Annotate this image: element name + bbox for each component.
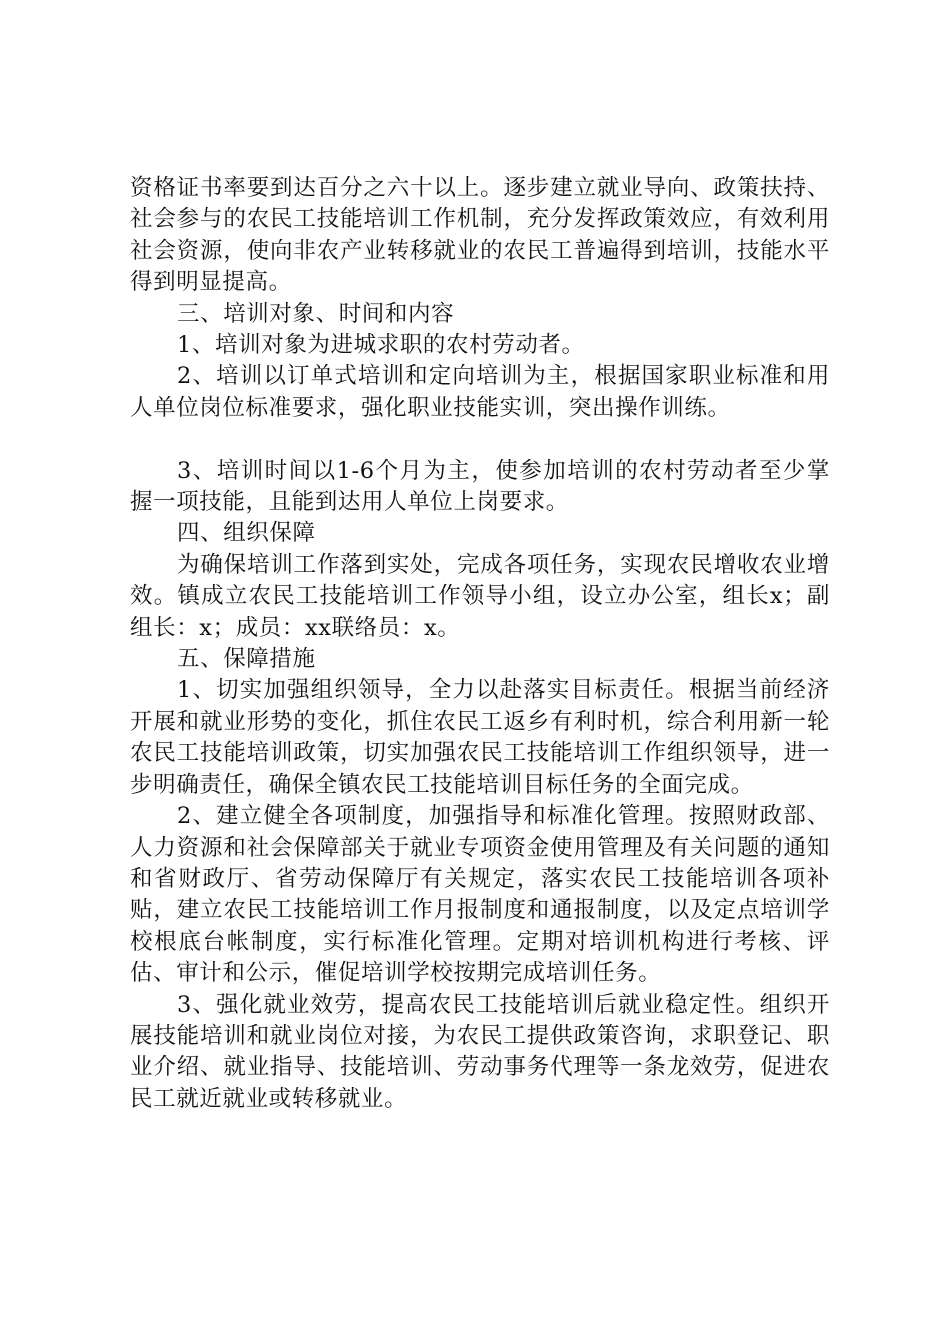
paragraph-measure-3: 3、强化就业效劳，提高农民工技能培训后就业稳定性。组织开展技能培训和就业岗位对接，为农民工提供政策咨询，求职登记、职业介绍、就业指导、技能培训、劳动事务代理等一条龙效劳，促进农民工就近就业或转移就业。	[130, 991, 830, 1112]
paragraph-item-3: 3、培训时间以1-6个月为主，使参加培训的农村劳动者至少掌握一项技能，且能到达用人单位上岗要求。	[130, 457, 830, 516]
paragraph-continuation: 资格证书率要到达百分之六十以上。逐步建立就业导向、政策扶持、社会参与的农民工技能培训工作机制，充分发挥政策效应，有效利用社会资源，使向非农产业转移就业的农民工普遍得到培训，技能水平得到明显提高。	[130, 175, 830, 296]
paragraph-gap	[130, 424, 830, 455]
section-heading-4: 四、组织保障	[177, 520, 316, 547]
paragraph-item-2: 2、培训以订单式培训和定向培训为主，根据国家职业标准和用人单位岗位标准要求，强化职业技能实训，突出操作训练。	[130, 363, 830, 421]
section-heading-5: 五、保障措施	[177, 646, 316, 673]
section-heading-3: 三、培训对象、时间和内容	[177, 300, 455, 327]
paragraph-organization: 为确保培训工作落到实处，完成各项任务，实现农民增收农业增效。镇成立农民工技能培训工作领导小组，设立办公室，组长x；副组长：x；成员：xx联络员：x。	[130, 551, 830, 641]
paragraph-item-1: 1、培训对象为进城求职的农村劳动者。	[177, 332, 585, 359]
paragraph-measure-1: 1、切实加强组织领导，全力以赴落实目标责任。根据当前经济开展和就业形势的变化，抓住农民工返乡有利时机，综合利用新一轮农民工技能培训政策，切实加强农民工技能培训工作组织领导，进一步明确责任，确保全镇农民工技能培训目标任务的全面完成。	[130, 677, 830, 798]
paragraph-measure-2: 2、建立健全各项制度，加强指导和标准化管理。按照财政部、人力资源和社会保障部关于就业专项资金使用管理及有关问题的通知和省财政厅、省劳动保障厅有关规定，落实农民工技能培训各项补贴，建立农民工技能培训工作月报制度和通报制度，以及定点培训学校根底台帐制度，实行标准化管理。定期对培训机构进行考核、评估、审计和公示，催促培训学校按期完成培训任务。	[130, 803, 830, 987]
document-body	[130, 173, 830, 1115]
